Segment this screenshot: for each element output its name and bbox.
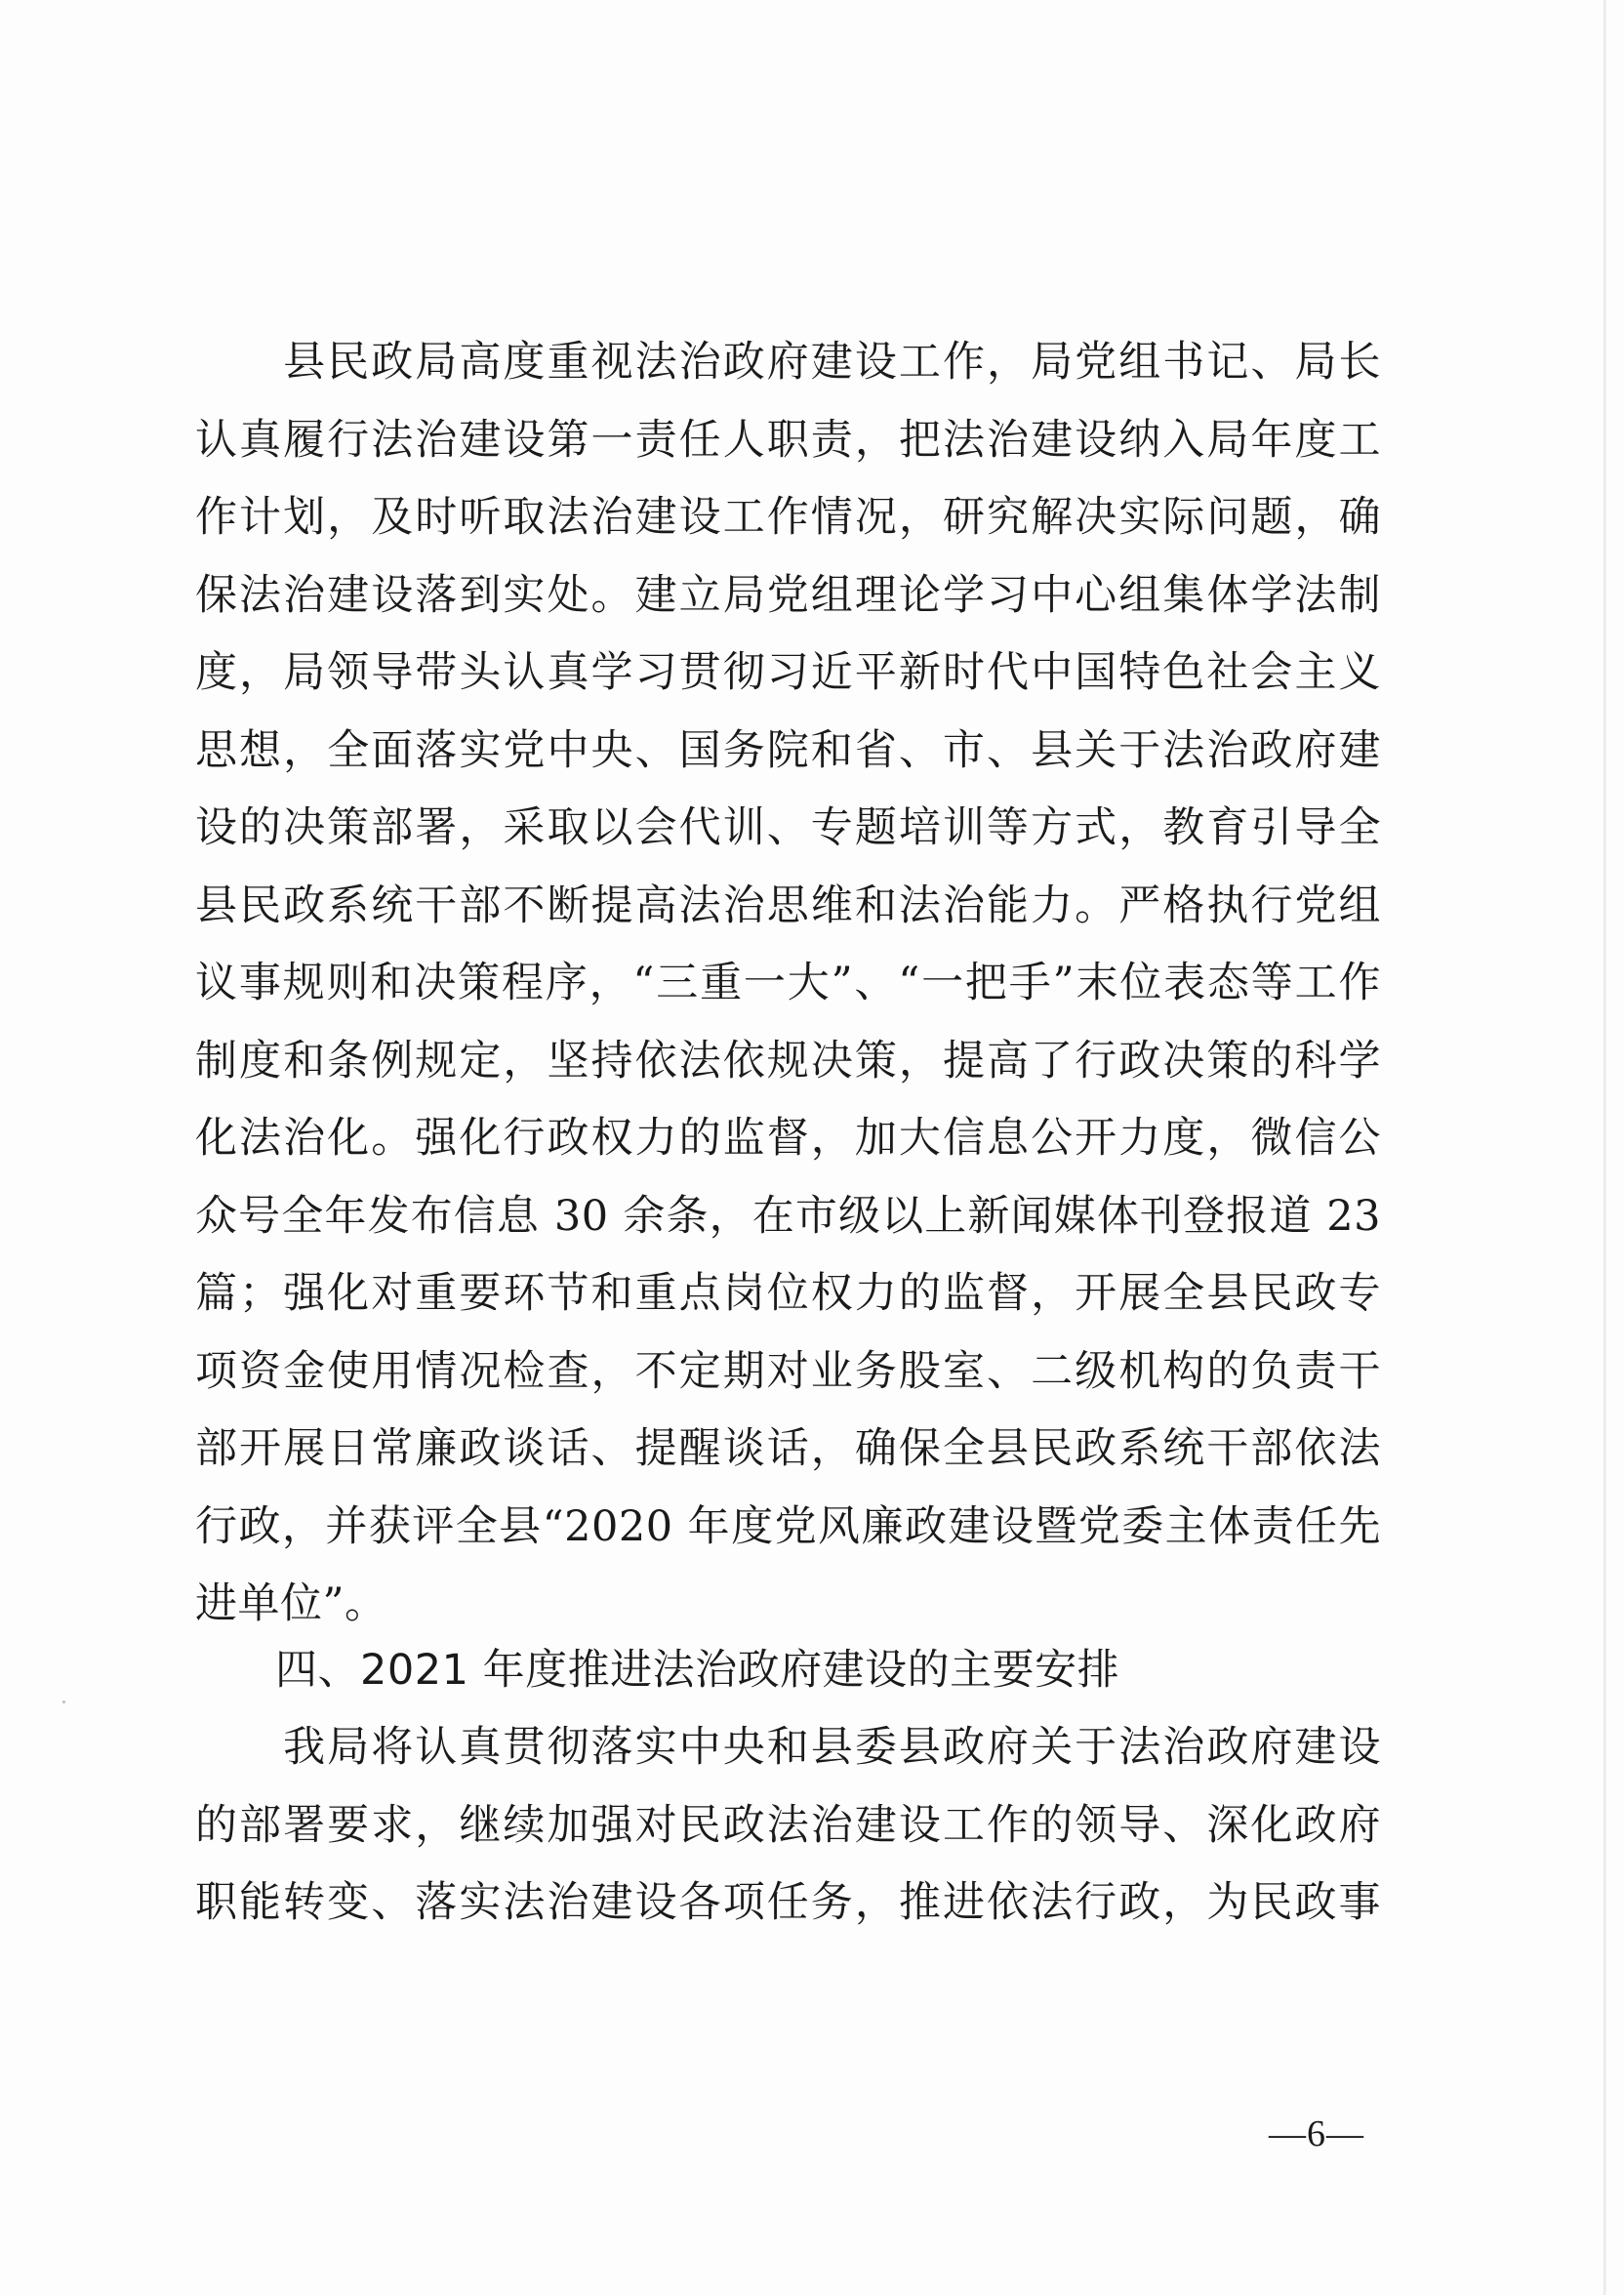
scan-edge (1604, 0, 1606, 2295)
page-number: —6— (1269, 2113, 1364, 2154)
paragraph-line: 思想，全面落实党中央、国务院和省、市、县关于法治政府建 (195, 725, 1381, 775)
paragraph-line: 设的决策部署，采取以会代训、专题培训等方式，教育引导全 (195, 803, 1381, 852)
scan-speck (62, 1701, 65, 1703)
paragraph-line: 我局将认真贯彻落实中央和县委县政府关于法治政府建设 (195, 1723, 1381, 1772)
paragraph-line: 度，局领导带头认真学习贯彻习近平新时代中国特色社会主义 (195, 648, 1381, 697)
paragraph-line: 部开展日常廉政谈话、提醒谈话，确保全县民政系统干部依法 (195, 1424, 1381, 1473)
paragraph-line: 县民政局高度重视法治政府建设工作，局党组书记、局长 (195, 338, 1381, 387)
paragraph-line: 的部署要求，继续加强对民政法治建设工作的领导、深化政府 (195, 1800, 1381, 1850)
paragraph-line: 作计划，及时听取法治建设工作情况，研究解决实际问题，确 (195, 493, 1381, 542)
paragraph-2 (195, 1709, 1381, 1943)
paragraph-line: 众号全年发布信息 30 余条，在市级以上新闻媒体刊登报道 23 (195, 1191, 1381, 1241)
paragraph-line: 保法治建设落到实处。建立局党组理论学习中心组集体学法制 (195, 570, 1381, 620)
paragraph-line: 制度和条例规定，坚持依法依规决策，提高了行政决策的科学 (195, 1036, 1381, 1086)
section-heading: 四、2021 年度推进法治政府建设的主要安排 (275, 1646, 1120, 1695)
paragraph-1 (195, 324, 1381, 1644)
paragraph-line: 议事规则和决策程序，“三重一大”、“一把手”末位表态等工作 (195, 959, 1381, 1007)
paragraph-line: 行政，并获评全县“2020 年度党风廉政建设暨党委主体责任先 (195, 1501, 1381, 1551)
paragraph-line: 化法治化。强化行政权力的监督，加大信息公开力度，微信公 (195, 1114, 1381, 1163)
paragraph-line: 进单位”。 (195, 1579, 387, 1628)
paragraph-line: 认真履行法治建设第一责任人职责，把法治建设纳入局年度工 (195, 415, 1381, 465)
paragraph-line: 项资金使用情况检查，不定期对业务股室、二级机构的负责干 (195, 1346, 1381, 1396)
paragraph-line: 职能转变、落实法治建设各项任务，推进依法行政，为民政事 (195, 1878, 1381, 1927)
paragraph-line: 篇；强化对重要环节和重点岗位权力的监督，开展全县民政专 (195, 1269, 1381, 1318)
paragraph-line: 县民政系统干部不断提高法治思维和法治能力。严格执行党组 (195, 881, 1381, 930)
